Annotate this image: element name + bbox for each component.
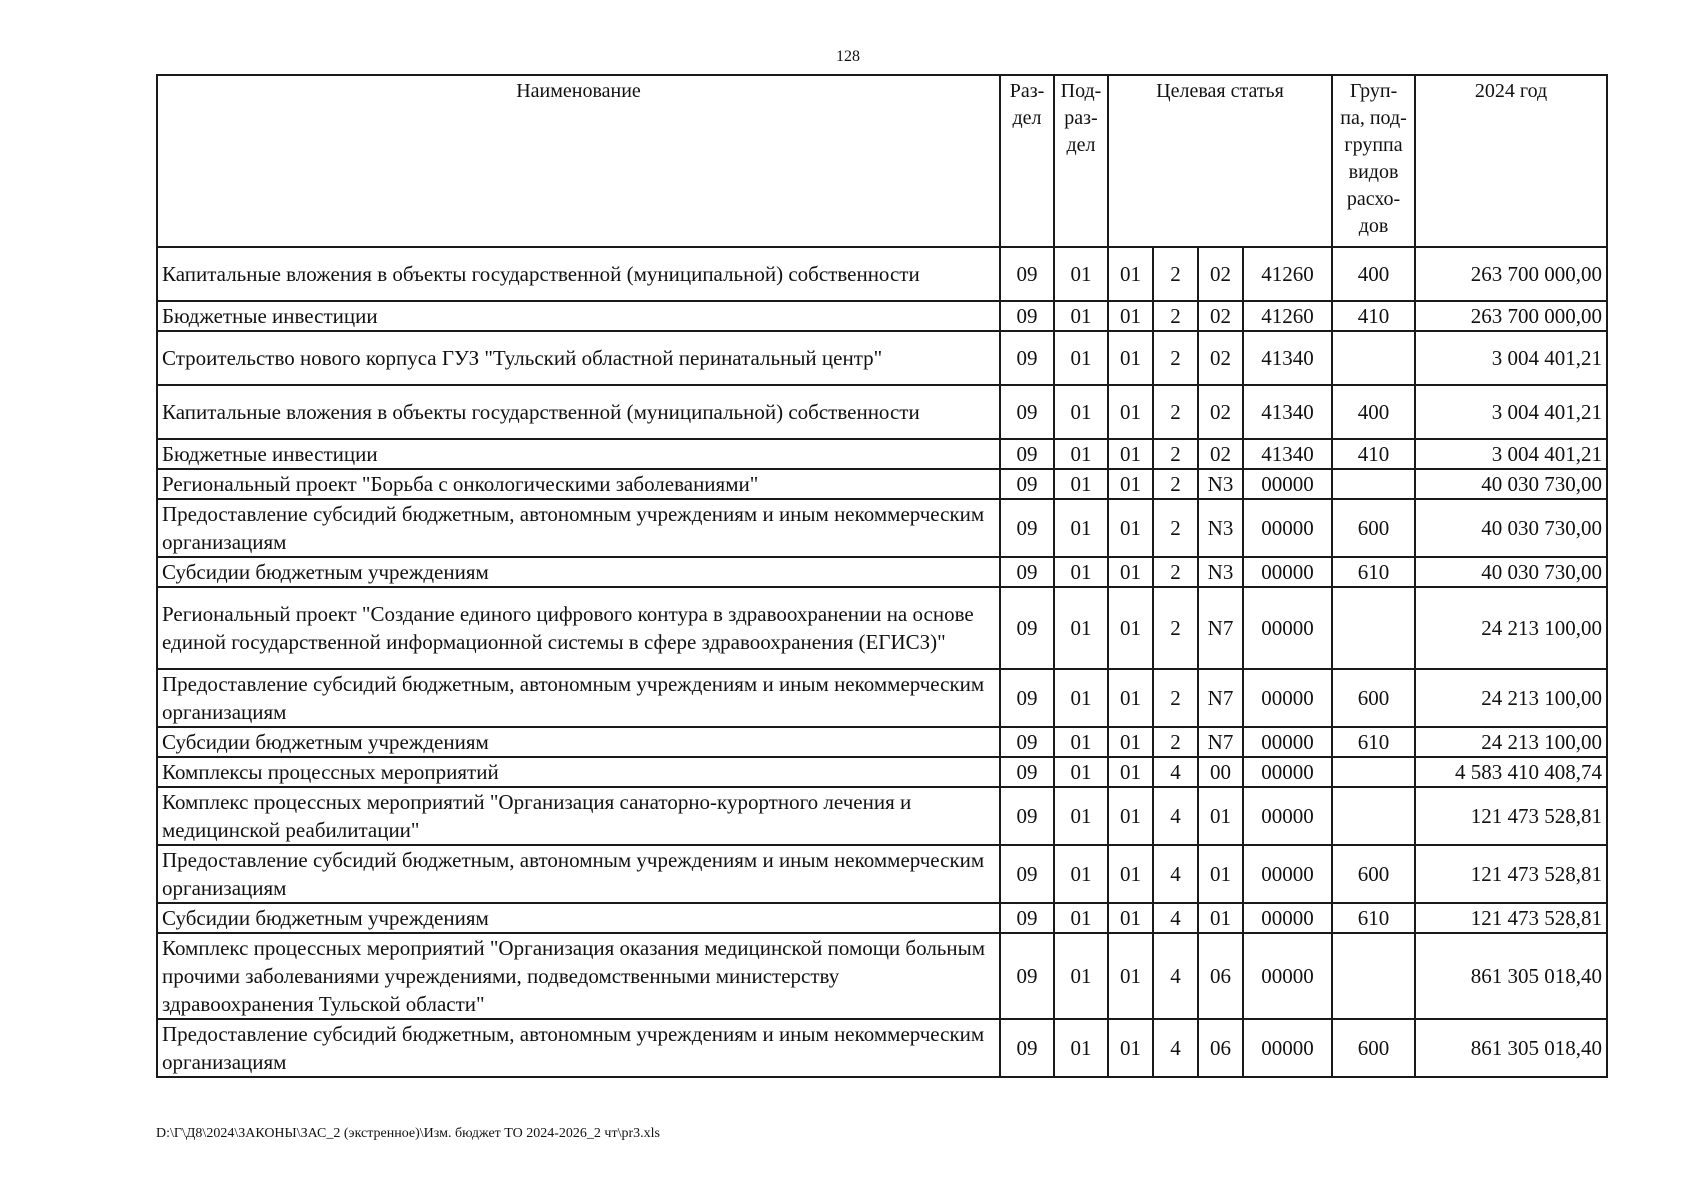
- row-razdel: 09: [1000, 331, 1054, 385]
- row-target-type: 4: [1153, 933, 1198, 1019]
- row-amount: 121 473 528,81: [1415, 845, 1607, 903]
- row-expense-group: 400: [1332, 247, 1415, 301]
- row-amount: 3 004 401,21: [1415, 331, 1607, 385]
- row-podrazdel: 01: [1054, 587, 1108, 669]
- row-podrazdel: 01: [1054, 469, 1108, 499]
- row-target-direction: 00000: [1243, 499, 1332, 557]
- header-target-article: Целевая статья: [1108, 75, 1332, 247]
- row-expense-group: [1332, 787, 1415, 845]
- row-amount: 263 700 000,00: [1415, 247, 1607, 301]
- row-razdel: 09: [1000, 757, 1054, 787]
- row-expense-group: [1332, 587, 1415, 669]
- row-target-program: 01: [1108, 845, 1153, 903]
- row-target-type: 2: [1153, 587, 1198, 669]
- row-podrazdel: 01: [1054, 557, 1108, 587]
- row-razdel: 09: [1000, 669, 1054, 727]
- row-podrazdel: 01: [1054, 845, 1108, 903]
- row-target-subprogram: 01: [1198, 903, 1243, 933]
- row-target-program: 01: [1108, 727, 1153, 757]
- row-amount: 40 030 730,00: [1415, 469, 1607, 499]
- row-target-direction: 41340: [1243, 331, 1332, 385]
- footer-file-path: D:\Г\Д8\2024\ЗАКОНЫ\ЗАС_2 (экстренное)\Изм. бюджет ТО 2024-2026_2 чт\pr3.xls: [156, 1126, 660, 1141]
- row-razdel: 09: [1000, 247, 1054, 301]
- row-target-direction: 41340: [1243, 439, 1332, 469]
- row-amount: 3 004 401,21: [1415, 439, 1607, 469]
- row-amount: 3 004 401,21: [1415, 385, 1607, 439]
- table-row: [157, 727, 1607, 757]
- row-target-program: 01: [1108, 557, 1153, 587]
- row-razdel: 09: [1000, 845, 1054, 903]
- header-year: 2024 год: [1415, 75, 1607, 247]
- row-name: Комплекс процессных мероприятий "Организация санаторно-курортного лечения и медицинской реабилитации": [157, 787, 1000, 845]
- row-target-subprogram: 06: [1198, 1019, 1243, 1077]
- row-target-type: 2: [1153, 499, 1198, 557]
- row-name: Предоставление субсидий бюджетным, автономным учреждениям и иным некоммерческим организациям: [157, 669, 1000, 727]
- table-row: [157, 587, 1607, 669]
- table-row: [157, 903, 1607, 933]
- row-razdel: 09: [1000, 933, 1054, 1019]
- row-target-direction: 00000: [1243, 787, 1332, 845]
- row-amount: 4 583 410 408,74: [1415, 757, 1607, 787]
- row-razdel: 09: [1000, 903, 1054, 933]
- row-podrazdel: 01: [1054, 1019, 1108, 1077]
- row-target-direction: 00000: [1243, 845, 1332, 903]
- table-row: [157, 933, 1607, 1019]
- row-name: Региональный проект "Создание единого цифрового контура в здравоохранении на основе единой государственной информационной системы в сфере здравоохранения (ЕГИСЗ)": [157, 587, 1000, 669]
- row-target-program: 01: [1108, 587, 1153, 669]
- row-target-subprogram: 02: [1198, 331, 1243, 385]
- table-row: [157, 439, 1607, 469]
- row-name: Капитальные вложения в объекты государственной (муниципальной) собственности: [157, 247, 1000, 301]
- row-target-type: 2: [1153, 669, 1198, 727]
- row-expense-group: 600: [1332, 845, 1415, 903]
- row-target-subprogram: 01: [1198, 787, 1243, 845]
- row-target-type: 2: [1153, 385, 1198, 439]
- row-name: Субсидии бюджетным учреждениям: [157, 557, 1000, 587]
- row-target-direction: 00000: [1243, 669, 1332, 727]
- page-number: 128: [836, 48, 860, 65]
- row-target-type: 2: [1153, 301, 1198, 331]
- row-expense-group: [1332, 469, 1415, 499]
- row-target-program: 01: [1108, 669, 1153, 727]
- row-expense-group: [1332, 331, 1415, 385]
- row-podrazdel: 01: [1054, 439, 1108, 469]
- table-row: [157, 557, 1607, 587]
- row-podrazdel: 01: [1054, 933, 1108, 1019]
- budget-table: [156, 74, 1608, 1078]
- row-podrazdel: 01: [1054, 727, 1108, 757]
- row-expense-group: 400: [1332, 385, 1415, 439]
- row-target-direction: 41340: [1243, 385, 1332, 439]
- row-target-direction: 00000: [1243, 903, 1332, 933]
- table-row: [157, 669, 1607, 727]
- row-target-type: 4: [1153, 845, 1198, 903]
- table-header-row: [157, 75, 1607, 247]
- row-razdel: 09: [1000, 469, 1054, 499]
- row-expense-group: [1332, 757, 1415, 787]
- row-target-subprogram: 02: [1198, 385, 1243, 439]
- table-row: [157, 787, 1607, 845]
- row-target-subprogram: N7: [1198, 587, 1243, 669]
- row-target-direction: 00000: [1243, 933, 1332, 1019]
- row-target-program: 01: [1108, 1019, 1153, 1077]
- row-razdel: 09: [1000, 1019, 1054, 1077]
- row-target-subprogram: 01: [1198, 845, 1243, 903]
- row-razdel: 09: [1000, 587, 1054, 669]
- row-target-type: 2: [1153, 727, 1198, 757]
- row-target-program: 01: [1108, 757, 1153, 787]
- table-row: [157, 385, 1607, 439]
- row-target-program: 01: [1108, 903, 1153, 933]
- row-target-program: 01: [1108, 331, 1153, 385]
- row-amount: 24 213 100,00: [1415, 727, 1607, 757]
- row-razdel: 09: [1000, 557, 1054, 587]
- table-body: [157, 247, 1607, 1077]
- row-target-subprogram: N3: [1198, 499, 1243, 557]
- row-podrazdel: 01: [1054, 757, 1108, 787]
- row-razdel: 09: [1000, 301, 1054, 331]
- header-group: Груп- па, под- группа видов расхо- дов: [1332, 75, 1415, 247]
- row-name: Предоставление субсидий бюджетным, автономным учреждениям и иным некоммерческим организациям: [157, 845, 1000, 903]
- table-row: [157, 845, 1607, 903]
- table-row: [157, 247, 1607, 301]
- table-row: [157, 1019, 1607, 1077]
- row-name: Комплекс процессных мероприятий "Организация оказания медицинской помощи больным прочими заболеваниями учреждениями, подведомственными министерству здравоохранения Тульской области": [157, 933, 1000, 1019]
- row-expense-group: 600: [1332, 1019, 1415, 1077]
- row-target-type: 4: [1153, 1019, 1198, 1077]
- row-name: Бюджетные инвестиции: [157, 301, 1000, 331]
- table-row: [157, 499, 1607, 557]
- row-razdel: 09: [1000, 727, 1054, 757]
- row-target-subprogram: 00: [1198, 757, 1243, 787]
- row-podrazdel: 01: [1054, 385, 1108, 439]
- row-razdel: 09: [1000, 439, 1054, 469]
- row-target-direction: 00000: [1243, 757, 1332, 787]
- row-amount: 861 305 018,40: [1415, 933, 1607, 1019]
- row-target-subprogram: 06: [1198, 933, 1243, 1019]
- row-expense-group: 600: [1332, 669, 1415, 727]
- row-target-direction: 00000: [1243, 469, 1332, 499]
- row-amount: 40 030 730,00: [1415, 557, 1607, 587]
- row-target-subprogram: N7: [1198, 727, 1243, 757]
- row-target-type: 2: [1153, 469, 1198, 499]
- row-name: Комплексы процессных мероприятий: [157, 757, 1000, 787]
- row-expense-group: 610: [1332, 727, 1415, 757]
- row-name: Капитальные вложения в объекты государственной (муниципальной) собственности: [157, 385, 1000, 439]
- row-razdel: 09: [1000, 499, 1054, 557]
- row-target-program: 01: [1108, 385, 1153, 439]
- row-expense-group: 410: [1332, 439, 1415, 469]
- row-expense-group: 610: [1332, 557, 1415, 587]
- row-target-program: 01: [1108, 933, 1153, 1019]
- row-name: Региональный проект "Борьба с онкологическими заболеваниями": [157, 469, 1000, 499]
- row-amount: 40 030 730,00: [1415, 499, 1607, 557]
- row-name: Строительство нового корпуса ГУЗ "Тульский областной перинатальный центр": [157, 331, 1000, 385]
- row-target-direction: 41260: [1243, 247, 1332, 301]
- row-name: Предоставление субсидий бюджетным, автономным учреждениям и иным некоммерческим организациям: [157, 499, 1000, 557]
- row-amount: 24 213 100,00: [1415, 587, 1607, 669]
- row-target-type: 2: [1153, 331, 1198, 385]
- row-target-type: 2: [1153, 439, 1198, 469]
- row-target-program: 01: [1108, 499, 1153, 557]
- row-amount: 861 305 018,40: [1415, 1019, 1607, 1077]
- row-target-direction: 00000: [1243, 587, 1332, 669]
- row-target-subprogram: 02: [1198, 439, 1243, 469]
- row-target-direction: 00000: [1243, 727, 1332, 757]
- row-expense-group: 600: [1332, 499, 1415, 557]
- table-row: [157, 331, 1607, 385]
- row-expense-group: 610: [1332, 903, 1415, 933]
- row-target-subprogram: 02: [1198, 301, 1243, 331]
- row-target-type: 4: [1153, 903, 1198, 933]
- row-expense-group: [1332, 933, 1415, 1019]
- row-podrazdel: 01: [1054, 499, 1108, 557]
- row-name: Бюджетные инвестиции: [157, 439, 1000, 469]
- row-name: Субсидии бюджетным учреждениям: [157, 903, 1000, 933]
- table-row: [157, 757, 1607, 787]
- row-podrazdel: 01: [1054, 903, 1108, 933]
- row-name: Субсидии бюджетным учреждениям: [157, 727, 1000, 757]
- row-target-direction: 00000: [1243, 557, 1332, 587]
- row-target-type: 4: [1153, 787, 1198, 845]
- row-target-program: 01: [1108, 787, 1153, 845]
- row-target-subprogram: 02: [1198, 247, 1243, 301]
- row-razdel: 09: [1000, 787, 1054, 845]
- row-amount: 263 700 000,00: [1415, 301, 1607, 331]
- row-amount: 24 213 100,00: [1415, 669, 1607, 727]
- row-target-type: 2: [1153, 247, 1198, 301]
- row-target-subprogram: N3: [1198, 469, 1243, 499]
- row-name: Предоставление субсидий бюджетным, автономным учреждениям и иным некоммерческим организациям: [157, 1019, 1000, 1077]
- row-target-program: 01: [1108, 301, 1153, 331]
- row-podrazdel: 01: [1054, 301, 1108, 331]
- table-row: [157, 301, 1607, 331]
- row-target-program: 01: [1108, 247, 1153, 301]
- row-target-subprogram: N3: [1198, 557, 1243, 587]
- row-podrazdel: 01: [1054, 331, 1108, 385]
- row-target-direction: 41260: [1243, 301, 1332, 331]
- row-target-type: 2: [1153, 557, 1198, 587]
- header-name: Наименование: [157, 75, 1000, 247]
- header-podrazdel: Под- раз- дел: [1054, 75, 1108, 247]
- header-razdel: Раз- дел: [1000, 75, 1054, 247]
- row-target-type: 4: [1153, 757, 1198, 787]
- table-row: [157, 469, 1607, 499]
- row-podrazdel: 01: [1054, 787, 1108, 845]
- row-amount: 121 473 528,81: [1415, 903, 1607, 933]
- row-podrazdel: 01: [1054, 247, 1108, 301]
- row-target-program: 01: [1108, 469, 1153, 499]
- row-podrazdel: 01: [1054, 669, 1108, 727]
- row-razdel: 09: [1000, 385, 1054, 439]
- row-target-direction: 00000: [1243, 1019, 1332, 1077]
- row-amount: 121 473 528,81: [1415, 787, 1607, 845]
- row-expense-group: 410: [1332, 301, 1415, 331]
- row-target-program: 01: [1108, 439, 1153, 469]
- row-target-subprogram: N7: [1198, 669, 1243, 727]
